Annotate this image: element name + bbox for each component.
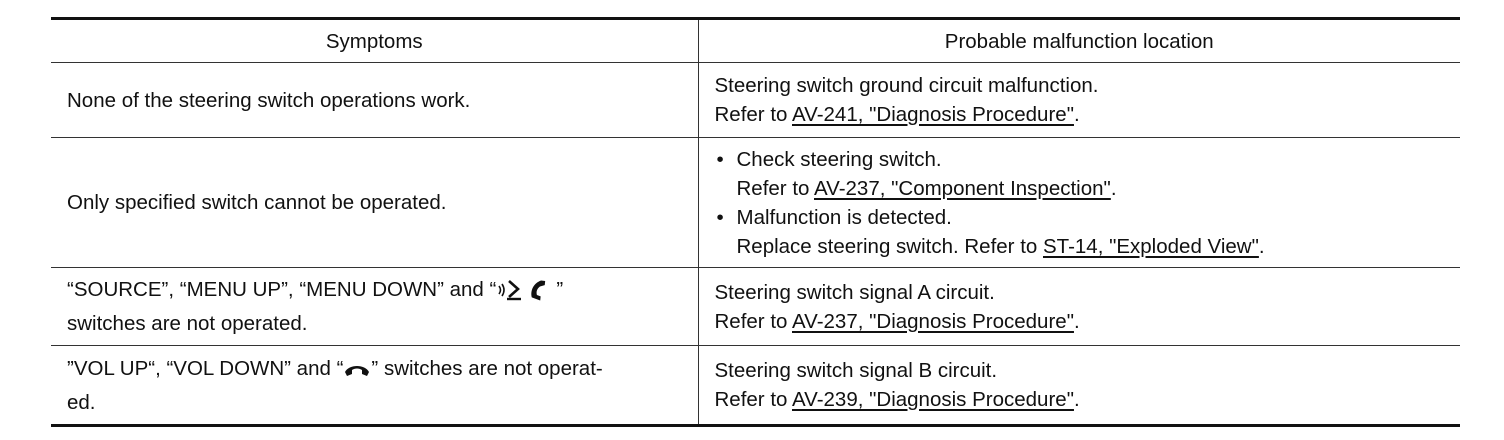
symptom-text: Only specified switch cannot be operated. xyxy=(67,191,447,214)
symptom-text: ed. xyxy=(67,390,96,414)
symptom-text: None of the steering switch operations work. xyxy=(67,88,471,112)
phone-icon xyxy=(526,277,556,309)
bullet-item xyxy=(715,203,1445,232)
voice-icon xyxy=(496,277,526,309)
period-text: . xyxy=(1073,103,1080,126)
symptom-line xyxy=(67,275,682,309)
symptom-text: ”VOL UP“, “VOL DOWN” and “ xyxy=(67,356,344,380)
location-text: Steering switch ground circuit malfunction. xyxy=(714,74,1099,97)
phone-hangup-icon xyxy=(343,358,371,388)
period-text: . xyxy=(1073,388,1080,411)
location-cell xyxy=(698,63,1460,138)
location-text: Steering switch signal A circuit. xyxy=(714,280,995,304)
refer-text: Refer to xyxy=(736,176,814,200)
reference-link[interactable]: AV-241, "Diagnosis Procedure" xyxy=(792,103,1074,126)
refer-line xyxy=(715,174,1445,203)
reference-link[interactable]: AV-237, "Component Inspection" xyxy=(814,176,1111,200)
period-text: . xyxy=(1258,234,1265,258)
symptom-cell xyxy=(51,268,698,346)
refer-text: Refer to xyxy=(714,309,792,333)
header-symptoms: Symptoms xyxy=(51,19,698,63)
location-text: Steering switch signal B circuit. xyxy=(714,359,998,382)
header-row xyxy=(51,19,1460,63)
reference-link[interactable]: ST-14, "Exploded View" xyxy=(1043,234,1259,258)
reference-link[interactable]: AV-237, "Diagnosis Procedure" xyxy=(792,309,1074,333)
location-cell xyxy=(698,346,1460,426)
symptom-cell xyxy=(51,346,698,426)
table-row xyxy=(51,138,1460,268)
refer-line xyxy=(715,307,1445,336)
table-row xyxy=(51,268,1460,346)
refer-text: Replace steering switch. Refer to xyxy=(736,234,1043,258)
bullet-text: Malfunction is detected. xyxy=(736,205,952,229)
symptom-cell xyxy=(51,138,698,268)
symptom-cell xyxy=(51,63,698,138)
bullet-text: Check steering switch. xyxy=(736,147,942,171)
symptom-text: switches are not operated. xyxy=(67,312,308,335)
bullet-marker: • xyxy=(716,147,724,171)
period-text: . xyxy=(1110,176,1117,200)
refer-line xyxy=(715,385,1445,414)
bullet-marker: • xyxy=(716,205,724,229)
location-cell xyxy=(698,268,1460,346)
bullet-item xyxy=(715,145,1445,174)
table-row xyxy=(51,346,1460,426)
period-text: . xyxy=(1073,309,1080,333)
diagnosis-table xyxy=(51,17,1460,427)
header-location: Probable malfunction location xyxy=(698,19,1460,63)
symptom-text: ” switches are not operat- xyxy=(371,356,603,380)
refer-line xyxy=(715,232,1445,261)
refer-text: Refer to xyxy=(714,103,792,126)
symptom-text: “SOURCE”, “MENU UP”, “MENU DOWN” and “ xyxy=(67,278,497,301)
symptom-text: ” xyxy=(556,278,564,301)
refer-line xyxy=(715,100,1445,129)
location-cell xyxy=(698,138,1460,268)
table-row xyxy=(51,63,1460,138)
reference-link[interactable]: AV-239, "Diagnosis Procedure" xyxy=(792,388,1074,411)
symptom-line xyxy=(67,354,682,388)
refer-text: Refer to xyxy=(714,388,792,411)
